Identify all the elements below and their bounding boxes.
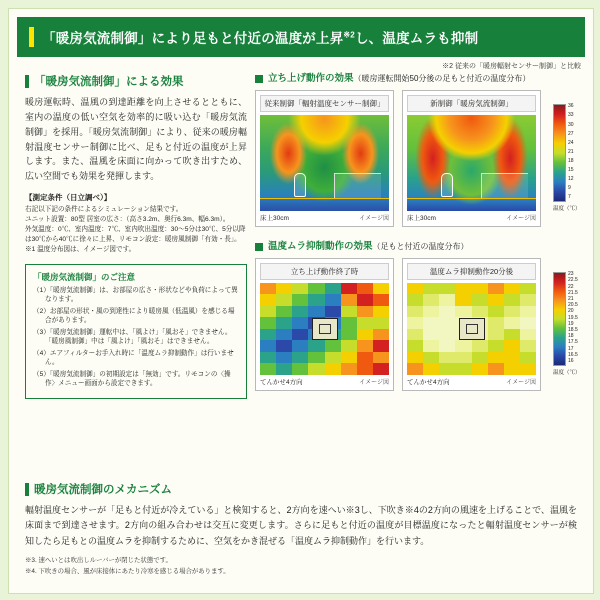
scale-tick: 21 [568,296,574,303]
plan-figure-meta [407,377,536,386]
scale-tick: 30 [568,121,574,128]
scale-tick: 19.5 [568,314,578,321]
left-heading-text: 「暖房気流制御」による効果 [34,76,184,88]
section2-heading-text [268,241,469,253]
notice-item: （2）お部屋の形状・風の到達性により暖房風（低温風）を感じる場合があります。 [33,307,235,325]
plan-axis-label: てんかせ4方向 [260,378,303,386]
plan-figure-caption: 温度ムラ抑制動作20分後 [407,263,536,280]
person-silhouette-icon [441,173,453,197]
scale-tick: 36 [568,103,574,110]
thermal-image-conventional [260,115,389,211]
page-title-main: 「暖房気流制御」により足もと付近の温度が上昇 [42,31,344,46]
heading-tick [25,483,29,496]
image-note: イメージ図 [359,215,389,222]
plan-figure-caption: 立ち上げ動作終了時 [260,263,389,280]
scale-tick: 16.5 [568,351,578,358]
notice-box [25,264,247,399]
notice-title: 「暖房気流制御」のご注意 [33,271,136,282]
left-body-paragraph: 暖房運転時、温風の到達距離を向上させるとともに、室内の温度の低い空気を効率的に吸い込む「暖房気流制御」を採用。「暖房気流制御」により、従来の暖房輻射温度センサー制御に比べ、足もと付近の温度が上昇します。また、温風を床面に向かって吹き出すため、広い空間でも効果を発揮します。 [25,97,247,182]
temperature-scale-gradient [553,272,566,366]
floor-height-label: 床上30cm [407,214,436,222]
thermal-image-new [407,115,536,211]
plan-axis-label: てんかせ4方向 [407,378,450,386]
right-column [255,73,593,391]
footnote: ※3. 速へいとは吹出しルーバーが閉じた状態です。 [25,556,172,564]
mechanism-paragraph: 輻射温度センサーが「足もと付近が冷えている」と検知すると、2方向を速へい※3し、下吹き※4の2方向の風速を上げることで、温風を床面まで到達させます。2方向の組み合わせは交互に変更します。さらに足もと付近の温度が目標温度になったと輻射温度センサーが検知したら足もとの温度ムラを抑制するために、空気をかき混ぜる「温度ムラ抑制動作」を行います。 [25,505,577,546]
thermal-figure-caption: 新制御「暖房気流制御」 [407,95,536,112]
page-title [42,27,478,47]
plan-image-start [260,283,389,375]
section1-subtitle: （暖房運転開始50分後の足もと付近の温度分布） [353,74,531,83]
conditions-line-3: ※1 温度分布図は、イメージ図です。 [25,245,136,253]
section1-heading [255,73,593,85]
scale-tick: 22.5 [568,277,578,284]
header-accent-bar [29,27,34,47]
scale-tick: 17 [568,345,574,352]
section1-heading-text [268,73,530,85]
section1-title: 立ち上げ動作の効果 [268,73,354,84]
image-note: イメージ図 [506,215,536,222]
temperature-scale-2 [553,258,581,391]
notice-item: （3）「暖房気流制御」運転中は、「風よけ」「風おそ」できません。「暖房風制御」中は「風よけ」「風おそ」はできません。 [33,328,232,346]
conditions-line-2: 外気温度：0℃、室内温度：7℃、室内吹出温度：30～5分は30℃、5分以降は30℃から40℃に徐々に上昇、リモコン設定：暖房風制御「有効・長」。 [25,225,246,243]
scale-tick: 19 [568,320,574,327]
scale-tick: 21.5 [568,289,578,296]
mechanism-heading-text: 暖房気流制御のメカニズム [34,484,172,496]
conditions-line-1: ユニット設置：80型 居室の広さ：（高さ3.2m、奥行6.3m、幅6.3m）。 [25,215,230,223]
floor-line [407,198,536,199]
image-note: イメージ図 [359,379,389,386]
thermal-figure-conventional [255,90,394,227]
room-object [334,173,381,198]
floor-height-label: 床上30cm [260,214,289,222]
scale-tick: 18 [568,157,574,164]
scale-tick: 18.5 [568,327,578,334]
conditions-line-0: 右記以下記の条件によるシミュレーション結果です。 [25,206,183,214]
plan-figure-after [402,258,541,391]
thermal-figure-meta [260,213,389,222]
notice-list [33,286,239,389]
scale-tick: 17.5 [568,339,578,346]
indoor-unit-icon [459,318,485,340]
floor-line [260,198,389,199]
mechanism-footnotes [25,556,577,576]
notice-item: （1）「暖房気流制御」は、お部屋の広さ・形状などや負荷によって異なります。 [33,286,238,304]
section2-title: 温度ムラ抑制動作の効果 [268,240,373,252]
scale-tick: 22 [568,283,574,290]
thermal-figure-caption: 従来制御「輻射温度センサー制御」 [260,95,389,112]
mechanism-section [25,481,577,577]
scale-tick: 18 [568,333,574,340]
square-bullet-icon [255,75,263,83]
scale-tick: 24 [568,139,574,146]
page-title-sup: ※2 [343,30,355,40]
scale-tick: 12 [568,176,574,183]
person-silhouette-icon [294,173,306,197]
scale-tick: 7 [568,194,571,201]
thermal-figure-meta [407,213,536,222]
page-title-tail: し、温度ムラも抑制 [354,31,479,46]
scale-tick: 21 [568,148,574,155]
indoor-unit-icon [312,318,338,340]
left-section-heading [25,73,247,89]
page-header [17,17,585,57]
scale-tick: 9 [568,185,571,192]
plan-image-after [407,283,536,375]
square-bullet-icon [255,243,263,251]
notice-item: （4）エアフィルターお手入れ時に「温度ムラ抑制動作」は行いません。 [33,349,234,367]
scale-tick: 33 [568,112,574,119]
temperature-scale-ticks [568,104,574,200]
section2-subtitle: （足もと付近の温度分布） [372,241,469,251]
temperature-scale-gradient [553,104,566,202]
scale-tick: 23 [568,271,574,278]
room-object [481,173,528,198]
scale-tick: 15 [568,167,574,174]
scale-tick: 20 [568,308,574,315]
temperature-scale-unit: 温度（℃） [553,206,581,213]
plan-figure-meta [260,377,389,386]
conditions-title: 【測定条件（日立調べ）】 [25,193,112,203]
notice-item: （5）「暖房気流制御」の初期設定は「無効」です。リモコンの〈操作〉メニュー画面から設定できます。 [33,370,231,388]
scale-tick: 27 [568,130,574,137]
figure-caption-top: ※2 従来の「暖房輻射センサー制御」と比較 [442,63,581,70]
thermal-figure-new [402,90,541,227]
temperature-scale-ticks [568,272,578,364]
temperature-scale-1 [553,90,581,227]
heading-tick [25,75,29,88]
thermal-figure-row [255,90,593,227]
footnote: ※4. 下吹きの場合、風が床接体にあたり冷寒を感じる場合があります。 [25,567,230,575]
page-root [8,8,594,594]
left-column [25,73,247,399]
temperature-scale-unit: 温度（℃） [553,370,581,377]
scale-tick: 20.5 [568,302,578,309]
plan-figure-start [255,258,394,391]
section2-heading [255,241,593,253]
scale-tick: 16 [568,358,574,365]
plan-figure-row [255,258,593,391]
mechanism-heading [25,481,577,497]
image-note: イメージ図 [506,379,536,386]
